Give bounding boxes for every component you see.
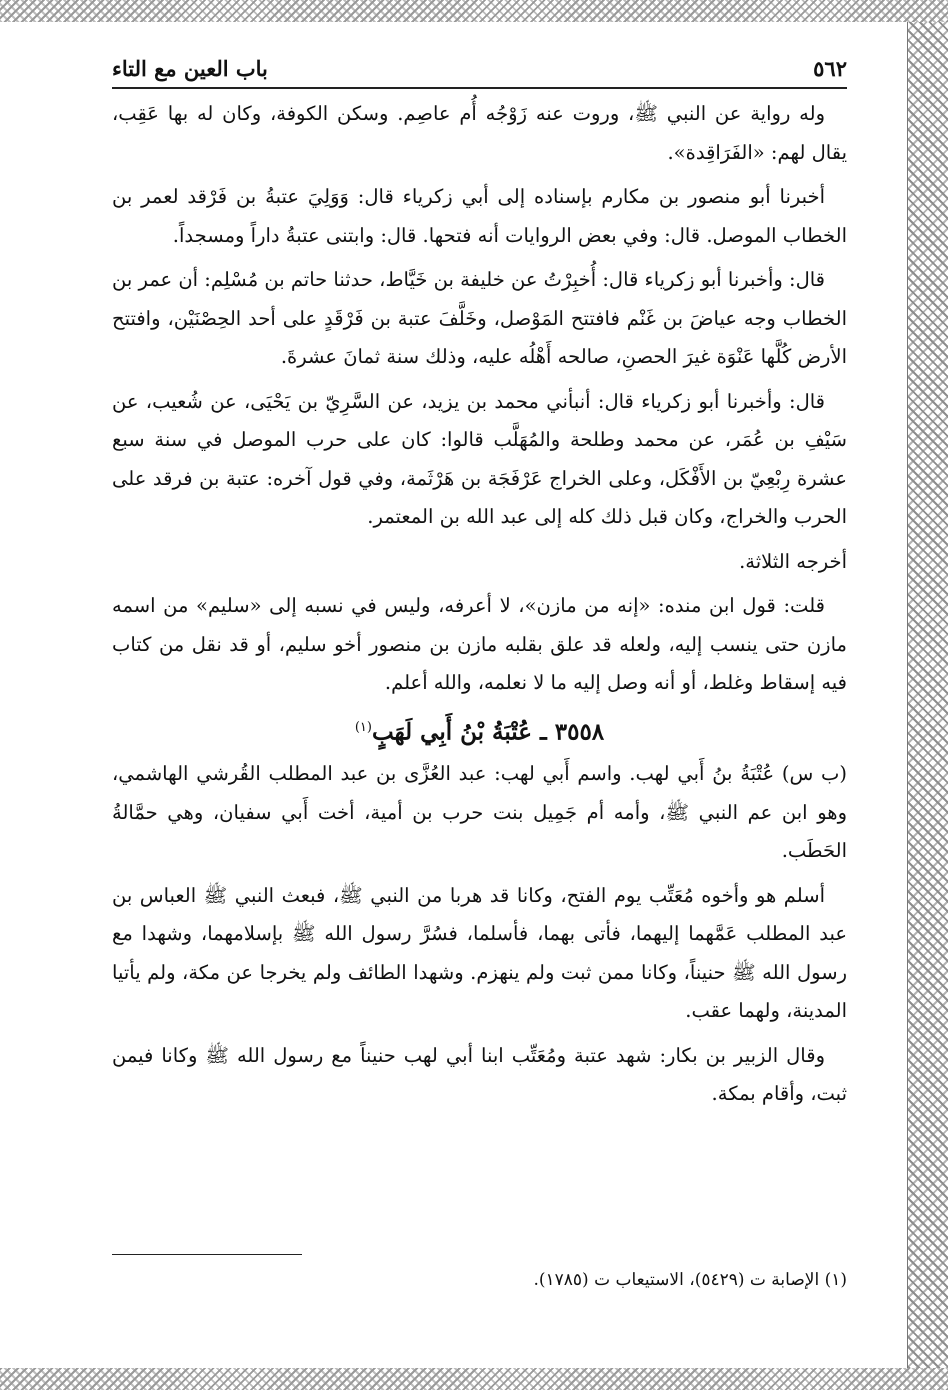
footnote-divider <box>112 1254 302 1255</box>
running-title: باب العين مع التاء <box>112 56 268 81</box>
entry-number: ٣٥٥٨ <box>554 718 605 746</box>
entry-heading <box>112 709 847 752</box>
paragraph: أخبرنا أبو منصور بن مكارم بإسناده إلى أبي زكرياء قال: وَوَلِيَ عتبةُ بن فَرْقد لعمر بن الخطاب الموصل. قال: وفي بعض الروايات أنه فتحها. قال: وابتنى عتبةُ داراً ومسجداً. <box>112 185 847 247</box>
side-ornamental-border <box>907 22 948 1368</box>
paragraph: (ب س) عُتْبَةُ بنُ أَبي لهب. واسم أَبي لهب: عبد العُزَّى بن عبد المطلب القُرشي الهاشمي، وهو ابن عم النبي ﷺ، وأمه أم جَمِيل بنت حرب بن أمية، أخت أَبي سفيان، وهي حمَّالةُ الحَطَب. <box>112 762 847 863</box>
page-number: ٥٦٢ <box>813 56 847 81</box>
paragraph: قلت: قول ابن منده: «إنه من مازن»، لا أعرفه، وليس في نسبه إلى «سليم» من اسمه مازن حتى ينسب إليه، ولعله قد علق بقلبه مازن بن منصور أخو سليم، أو قد نقل من كتاب فيه إسقاط وغلط، أو أنه وصل إليه ما لا نعلمه، والله أعلم. <box>112 594 847 694</box>
paragraph: أسلم هو وأخوه مُعَتِّب يوم الفتح، وكانا قد هربا من النبي ﷺ، فبعث النبي ﷺ العباس بن عبد المطلب عَمَّهما إليهما، فأتى بهما، فأسلما، فسُرَّ رسول الله ﷺ بإسلامهما، وشهدا مع رسول الله ﷺ حنيناً، وكانا ممن ثبت ولم ينهزم. وشهدا الطائف ولم يخرجا عن مكة، ولم يأتيا المدينة، ولهما عقب. <box>112 883 847 1023</box>
paragraph: وله رواية عن النبي ﷺ، وروت عنه زَوْجُه أُم عاصِم. وسكن الكوفة، وكان له بها عَقِب، يقال لهم: «الفَرَاقِدة». <box>112 102 847 164</box>
page-header <box>112 56 847 89</box>
entry-separator: ـ <box>531 718 547 746</box>
top-ornamental-border <box>0 0 948 22</box>
footnote-marker: (١) <box>354 719 372 735</box>
paragraph: قال: وأخبرنا أبو زكرياء قال: أُخبِرْتُ عن خليفة بن خَيَّاط، حدثنا حاتم بن مُسْلِم: أن عمر بن الخطاب وجه عياضَ بن غَنْم فافتتح المَوْصل، وخَلَّفَ عتبة بن فَرْقَدٍ على أحد الحِصْنَيْن، وافتتح الأرض كُلَّها عَنْوَة غيرَ الحصنِ، صالحه أَهْلُه عليه، وذلك سنة ثمانَ عشرةَ. <box>112 268 847 368</box>
bottom-ornamental-border <box>0 1368 948 1390</box>
paragraph: قال: وأخبرنا أبو زكرياء قال: أنبأني محمد بن يزيد، عن السَّرِيّ بن يَحْيَى، عن شُعيب، عن سَيْفِ بن عُمَر، عن محمد وطلحة والمُهَلَّب قالوا: كان على حرب الموصل في سنة سبع عشرة رِبْعِيّ بن الأَفْكَل، وعلى الخراج عَرْفَجَة بن هَرْثَمة، وفي قول آخره: عتبة بن فرقد على الحرب والخراج، وكان قبل ذلك كله إلى عبد الله بن المعتمر. <box>112 389 847 528</box>
body-text <box>112 95 847 1114</box>
entry-name: عُتْبَةُ بْنُ أَبِي لَهَبٍ <box>371 718 532 746</box>
footnote: (١) الإصابة ت (٥٤٢٩)، الاستيعاب ت (١٧٨٥). <box>533 1270 847 1290</box>
page-content <box>112 56 847 1326</box>
paragraph: أخرجه الثلاثة. <box>739 549 847 573</box>
paragraph: وقال الزبير بن بكار: شهد عتبة ومُعَتِّب ابنا أبي لهب حنيناً مع رسول الله ﷺ وكانا فيمن ثبت، وأقام بمكة. <box>112 1043 847 1106</box>
